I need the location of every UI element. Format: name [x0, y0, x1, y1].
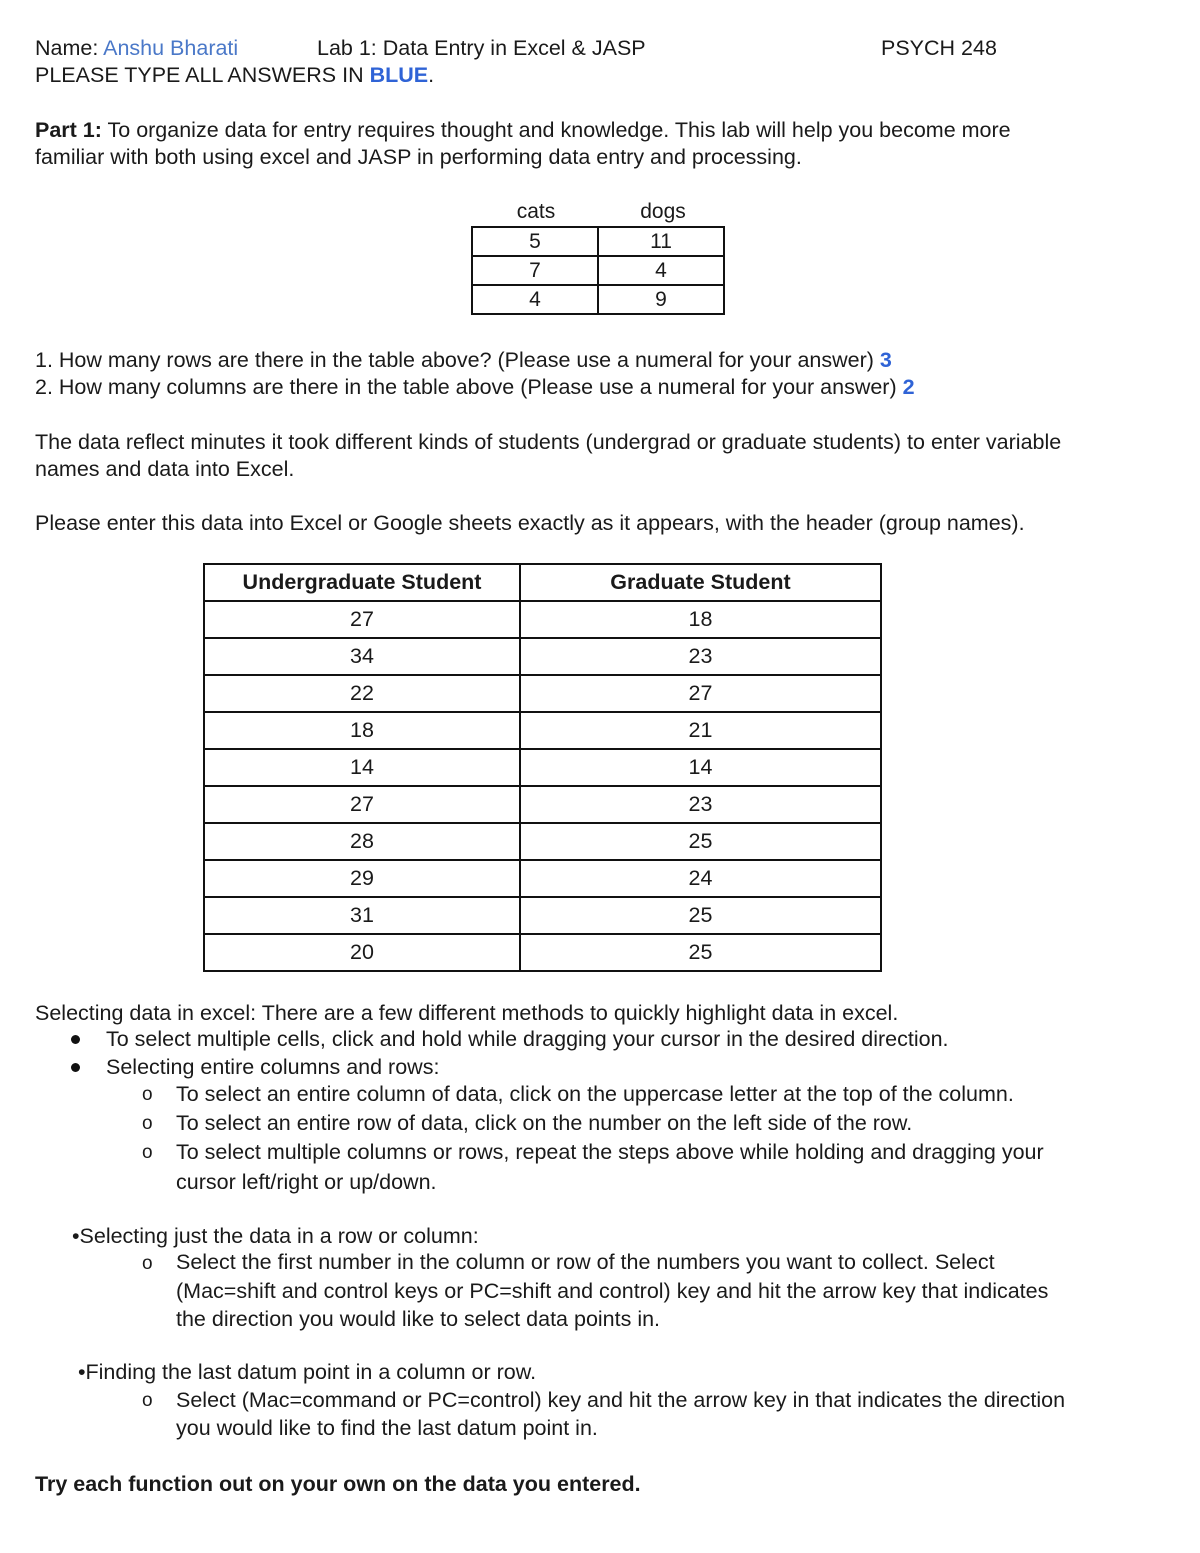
sub-bullet-multiple-line2: cursor left/right or up/down.	[176, 1170, 437, 1194]
selecting-just-line3: the direction you would like to select data points in.	[176, 1307, 661, 1331]
finding-last-line2: you would like to find the last datum point in.	[176, 1416, 598, 1440]
selecting-intro: Selecting data in excel: There are a few different methods to quickly highlight data in excel.	[35, 1001, 899, 1025]
table-body	[204, 601, 881, 971]
table-cell: 27	[520, 675, 881, 712]
answer-instruction	[35, 63, 434, 88]
column-header: Graduate Student	[520, 564, 881, 601]
data-description-line2: names and data into Excel.	[35, 457, 295, 481]
table-cell: 21	[520, 712, 881, 749]
bullet-icon	[71, 1063, 80, 1072]
table-cell: 29	[204, 860, 520, 897]
table-row	[204, 638, 881, 675]
small-table-header-dogs: dogs	[640, 200, 686, 223]
question-text: 2. How many columns are there in the table above (Please use a numeral for your answer)	[35, 375, 903, 399]
name-label: Name:	[35, 36, 104, 60]
selecting-just-line1: Select the first number in the column or row of the numbers you want to collect. Select	[176, 1250, 995, 1274]
closing-instruction: Try each function out on your own on the data you entered.	[35, 1472, 641, 1496]
table-row	[472, 227, 724, 256]
table-cell: 25	[520, 897, 881, 934]
table-cell: 27	[204, 786, 520, 823]
table-cell: 28	[204, 823, 520, 860]
table-cell: 22	[204, 675, 520, 712]
table-row	[204, 860, 881, 897]
table-cell: 4	[472, 285, 598, 314]
small-table	[471, 226, 725, 315]
selecting-just-line2: (Mac=shift and control keys or PC=shift and control) key and hit the arrow key that indicates	[176, 1279, 1049, 1303]
table-cell: 4	[598, 256, 724, 285]
sub-bullet-column: To select an entire column of data, click on the uppercase letter at the top of the column.	[176, 1082, 1014, 1106]
small-table-header-cats: cats	[516, 200, 556, 223]
bullet-icon	[71, 1035, 80, 1044]
sub-bullet-multiple-line1: To select multiple columns or rows, repeat the steps above while holding and dragging your	[176, 1140, 1044, 1164]
table-cell: 27	[204, 601, 520, 638]
question-answer: 3	[879, 348, 892, 372]
bullet-entire-columns-rows: Selecting entire columns and rows:	[106, 1055, 440, 1079]
sub-bullet-icon: o	[142, 1253, 153, 1274]
instruction-period: .	[428, 63, 435, 87]
sub-bullet-icon: o	[142, 1113, 153, 1134]
data-description-line1: The data reflect minutes it took different kinds of students (undergrad or graduate students) to enter variable	[35, 430, 1062, 454]
part1-intro-text: To organize data for entry requires thought and knowledge. This lab will help you become more	[101, 118, 1011, 142]
table-cell: 25	[520, 823, 881, 860]
course-code: PSYCH 248	[881, 36, 997, 60]
table-header-row	[204, 564, 881, 601]
part1-intro-line1	[35, 117, 1011, 144]
table-cell: 34	[204, 638, 520, 675]
table-cell: 7	[472, 256, 598, 285]
column-header: Undergraduate Student	[204, 564, 520, 601]
selecting-just-heading: •Selecting just the data in a row or column:	[72, 1224, 479, 1248]
table-cell: 5	[472, 227, 598, 256]
table-cell: 20	[204, 934, 520, 971]
name-line	[35, 36, 238, 61]
instruction-blue-word: BLUE	[369, 63, 429, 87]
table-cell: 23	[520, 638, 881, 675]
table-cell: 18	[520, 601, 881, 638]
table-row	[472, 256, 724, 285]
table-cell: 31	[204, 897, 520, 934]
table-cell: 25	[520, 934, 881, 971]
question-2	[35, 374, 915, 401]
question-text: 1. How many rows are there in the table above? (Please use a numeral for your answer)	[35, 348, 880, 372]
table-row	[204, 786, 881, 823]
table-cell: 11	[598, 227, 724, 256]
table-row	[204, 675, 881, 712]
instruction-text: PLEASE TYPE ALL ANSWERS IN	[35, 63, 370, 87]
question-1	[35, 347, 892, 374]
table-row	[204, 712, 881, 749]
finding-last-heading: •Finding the last datum point in a column or row.	[78, 1360, 537, 1384]
sub-bullet-row: To select an entire row of data, click on the number on the left side of the row.	[176, 1111, 913, 1135]
student-name: Anshu Bharati	[103, 36, 239, 60]
table-cell: 18	[204, 712, 520, 749]
part1-intro-line2: familiar with both using excel and JASP in performing data entry and processing.	[35, 145, 802, 169]
finding-last-line1: Select (Mac=command or PC=control) key and hit the arrow key in that indicates the direction	[176, 1388, 1066, 1412]
part1-label: Part 1:	[35, 118, 102, 142]
table-row	[204, 897, 881, 934]
question-answer: 2	[902, 375, 915, 399]
table-cell: 23	[520, 786, 881, 823]
sub-bullet-icon: o	[142, 1390, 153, 1411]
table-row	[204, 823, 881, 860]
bullet-multiple-cells: To select multiple cells, click and hold while dragging your cursor in the desired direction.	[106, 1027, 949, 1051]
sub-bullet-icon: o	[142, 1084, 153, 1105]
table-cell: 9	[598, 285, 724, 314]
student-data-table	[203, 563, 882, 972]
table-cell: 24	[520, 860, 881, 897]
table-row	[204, 749, 881, 786]
table-row	[204, 601, 881, 638]
table-row	[472, 285, 724, 314]
lab-title: Lab 1: Data Entry in Excel & JASP	[317, 36, 646, 60]
table-cell: 14	[204, 749, 520, 786]
sub-bullet-icon: o	[142, 1142, 153, 1163]
entry-instruction: Please enter this data into Excel or Google sheets exactly as it appears, with the header (group names).	[35, 511, 1025, 535]
table-row	[204, 934, 881, 971]
table-cell: 14	[520, 749, 881, 786]
